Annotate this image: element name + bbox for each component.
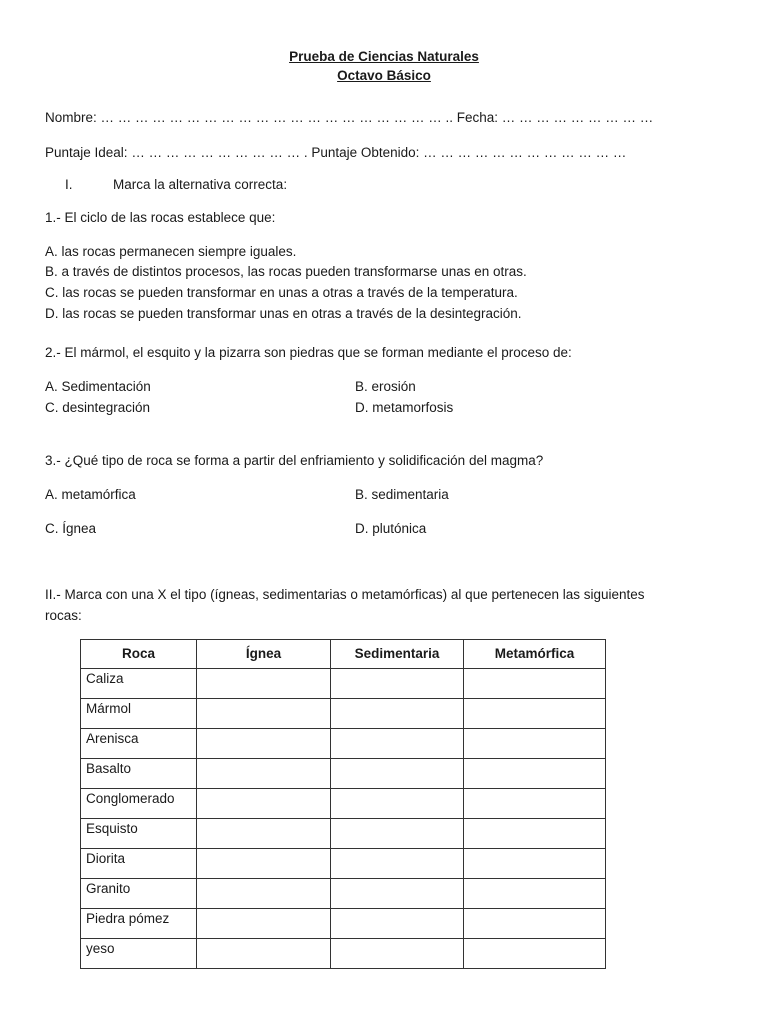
cell-ignea[interactable] bbox=[197, 849, 331, 879]
cell-ignea[interactable] bbox=[197, 729, 331, 759]
header-ignea: Ígnea bbox=[197, 640, 331, 669]
rock-name: Granito bbox=[81, 879, 197, 909]
cell-metamorfica[interactable] bbox=[464, 879, 606, 909]
rock-name: Arenisca bbox=[81, 729, 197, 759]
header-sedimentaria: Sedimentaria bbox=[331, 640, 464, 669]
cell-sedimentaria[interactable] bbox=[331, 699, 464, 729]
q3-option-c: C. Ígnea bbox=[45, 521, 97, 536]
question-1: 1.- El ciclo de las rocas establece que: bbox=[45, 210, 276, 225]
cell-metamorfica[interactable] bbox=[464, 729, 606, 759]
cell-sedimentaria[interactable] bbox=[331, 879, 464, 909]
cell-metamorfica[interactable] bbox=[464, 669, 606, 699]
table-row bbox=[81, 729, 606, 759]
q2-option-b: B. erosión bbox=[355, 379, 416, 394]
section2-instruction: II.- Marca con una X el tipo (ígneas, sedimentarias o metamórficas) al que pertenecen las siguientes bbox=[45, 587, 645, 602]
question-3: 3.- ¿Qué tipo de roca se forma a partir del enfriamiento y solidificación del magma? bbox=[45, 453, 544, 468]
header-roca: Roca bbox=[81, 640, 197, 669]
rock-name: Basalto bbox=[81, 759, 197, 789]
cell-sedimentaria[interactable] bbox=[331, 789, 464, 819]
q3-option-b: B. sedimentaria bbox=[355, 487, 449, 502]
rock-name: Conglomerado bbox=[81, 789, 197, 819]
cell-ignea[interactable] bbox=[197, 699, 331, 729]
q1-option-a: A. las rocas permanecen siempre iguales. bbox=[45, 244, 297, 259]
cell-ignea[interactable] bbox=[197, 879, 331, 909]
table-row bbox=[81, 789, 606, 819]
table-row bbox=[81, 819, 606, 849]
rock-name: Caliza bbox=[81, 669, 197, 699]
exam-subtitle: Octavo Básico bbox=[337, 68, 431, 83]
q2-option-c: C. desintegración bbox=[45, 400, 151, 415]
cell-metamorfica[interactable] bbox=[464, 849, 606, 879]
cell-sedimentaria[interactable] bbox=[331, 759, 464, 789]
rock-name: Mármol bbox=[81, 699, 197, 729]
question-2: 2.- El mármol, el esquito y la pizarra son piedras que se forman mediante el proceso de: bbox=[45, 345, 572, 360]
section2-instruction-cont: rocas: bbox=[45, 608, 82, 623]
q1-option-b: B. a través de distintos procesos, las rocas pueden transformarse unas en otras. bbox=[45, 264, 527, 279]
section1-heading: Marca la alternativa correcta: bbox=[113, 177, 288, 192]
q1-option-c: C. las rocas se pueden transformar en unas a otras a través de la temperatura. bbox=[45, 285, 518, 300]
cell-ignea[interactable] bbox=[197, 819, 331, 849]
q3-option-d: D. plutónica bbox=[355, 521, 427, 536]
cell-metamorfica[interactable] bbox=[464, 699, 606, 729]
table-row bbox=[81, 849, 606, 879]
exam-title: Prueba de Ciencias Naturales bbox=[289, 49, 479, 64]
cell-sedimentaria[interactable] bbox=[331, 909, 464, 939]
cell-sedimentaria[interactable] bbox=[331, 939, 464, 969]
table-header-row bbox=[81, 640, 606, 669]
rock-name: Diorita bbox=[81, 849, 197, 879]
cell-ignea[interactable] bbox=[197, 789, 331, 819]
name-date-field: Nombre: … … … … … … … … … … … … … … … … … … … … .. Fecha: … … … … … … … … … bbox=[45, 110, 654, 125]
table-row bbox=[81, 699, 606, 729]
table-row bbox=[81, 939, 606, 969]
cell-metamorfica[interactable] bbox=[464, 909, 606, 939]
q1-option-d: D. las rocas se pueden transformar unas en otras a través de la desintegración. bbox=[45, 306, 522, 321]
table-row bbox=[81, 879, 606, 909]
cell-metamorfica[interactable] bbox=[464, 819, 606, 849]
rock-name: Piedra pómez bbox=[81, 909, 197, 939]
header-metamorfica: Metamórfica bbox=[464, 640, 606, 669]
table-row bbox=[81, 909, 606, 939]
cell-metamorfica[interactable] bbox=[464, 759, 606, 789]
cell-ignea[interactable] bbox=[197, 909, 331, 939]
cell-ignea[interactable] bbox=[197, 939, 331, 969]
cell-sedimentaria[interactable] bbox=[331, 819, 464, 849]
section1-numeral: I. bbox=[65, 177, 73, 192]
cell-ignea[interactable] bbox=[197, 759, 331, 789]
cell-ignea[interactable] bbox=[197, 669, 331, 699]
cell-metamorfica[interactable] bbox=[464, 789, 606, 819]
rock-name: Esquisto bbox=[81, 819, 197, 849]
cell-sedimentaria[interactable] bbox=[331, 669, 464, 699]
q2-option-a: A. Sedimentación bbox=[45, 379, 151, 394]
cell-metamorfica[interactable] bbox=[464, 939, 606, 969]
rock-name: yeso bbox=[81, 939, 197, 969]
table-row bbox=[81, 669, 606, 699]
q3-option-a: A. metamórfica bbox=[45, 487, 136, 502]
cell-sedimentaria[interactable] bbox=[331, 849, 464, 879]
cell-sedimentaria[interactable] bbox=[331, 729, 464, 759]
score-field: Puntaje Ideal: … … … … … … … … … … . Puntaje Obtenido: … … … … … … … … … … … … bbox=[45, 145, 627, 160]
q2-option-d: D. metamorfosis bbox=[355, 400, 454, 415]
table-row bbox=[81, 759, 606, 789]
rock-classification-table bbox=[80, 639, 606, 969]
